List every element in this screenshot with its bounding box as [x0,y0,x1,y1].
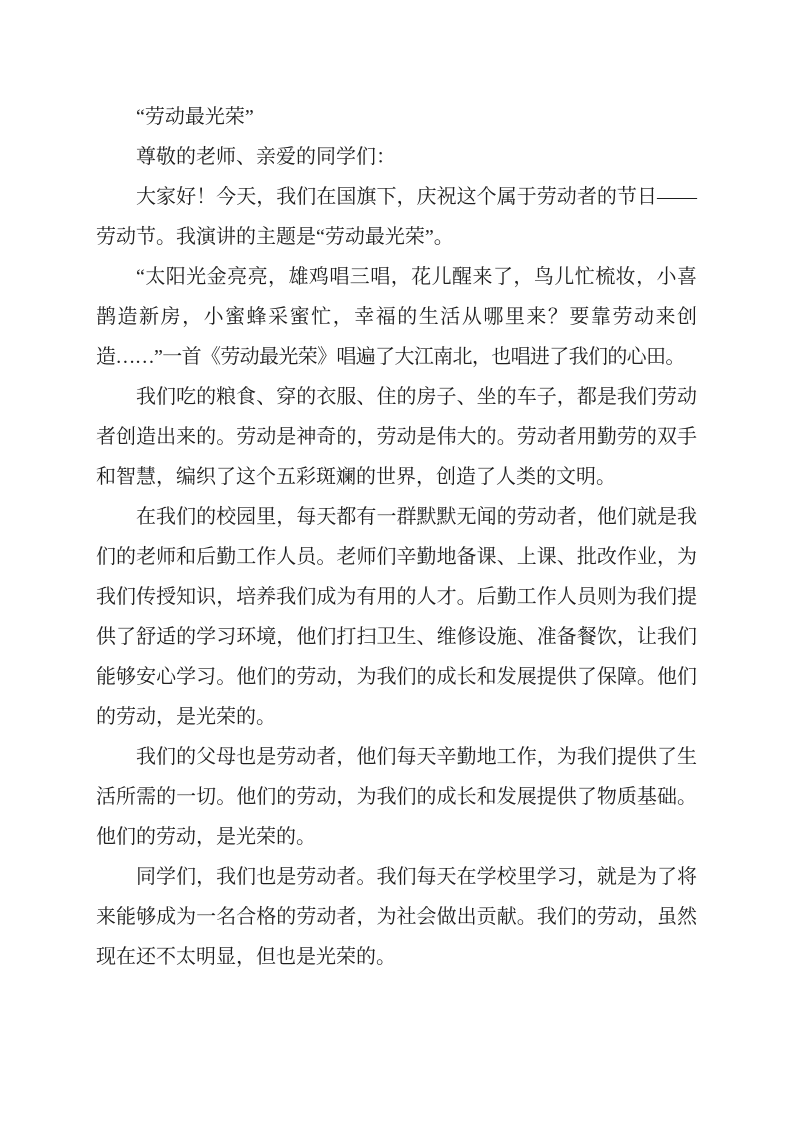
paragraph-title [96,97,697,137]
text-line: 的劳动，是光荣的。 [96,706,276,728]
paragraph-opening [96,177,697,257]
text-line: 劳动节。我演讲的主题是“劳动最光荣”。 [96,226,454,248]
paragraph-labor-creates [96,377,697,497]
text-line: 大家好！今天，我们在国旗下，庆祝这个属于劳动者的节日—— [136,186,697,208]
text-line: 我们吃的粮食、穿的衣服、住的房子、坐的车子，都是我们劳动 [136,386,697,408]
text-line: 我们传授知识，培养我们成为有用的人才。后勤工作人员则为我们提 [96,586,697,608]
text-line: 活所需的一切。他们的劳动，为我们的成长和发展提供了物质基础。 [96,786,697,808]
paragraph-song-quote [96,257,697,377]
text-line: 者创造出来的。劳动是神奇的，劳动是伟大的。劳动者用勤劳的双手 [96,426,697,448]
paragraph-school-laborers [96,497,697,737]
text-line: 尊敬的老师、亲爱的同学们： [136,146,396,168]
text-line: “太阳光金亮亮，雄鸡唱三唱，花儿醒来了，鸟儿忙梳妆，小喜 [136,266,697,288]
text-line: 来能够成为一名合格的劳动者，为社会做出贡献。我们的劳动，虽然 [96,906,697,928]
text-line: “劳动最光荣” [136,106,254,128]
text-line: 造……”一首《劳动最光荣》唱遍了大江南北，也唱进了我们的心田。 [96,346,685,368]
text-line: 他们的劳动，是光荣的。 [96,826,316,848]
text-line: 同学们，我们也是劳动者。我们每天在学校里学习，就是为了将 [136,866,697,888]
text-line: 现在还不太明显，但也是光荣的。 [96,946,396,968]
paragraph-parents [96,737,697,857]
text-line: 能够安心学习。他们的劳动，为我们的成长和发展提供了保障。他们 [96,666,697,688]
text-line: 我们的父母也是劳动者，他们每天辛勤地工作，为我们提供了生 [136,746,697,768]
paragraph-students [96,857,697,977]
text-line: 和智慧，编织了这个五彩斑斓的世界，创造了人类的文明。 [96,466,616,488]
text-line: 鹊造新房，小蜜蜂采蜜忙，幸福的生活从哪里来？要靠劳动来创 [96,306,697,328]
text-line: 在我们的校园里，每天都有一群默默无闻的劳动者，他们就是我 [136,506,697,528]
text-line: 们的老师和后勤工作人员。老师们辛勤地备课、上课、批改作业，为 [96,546,697,568]
text-line: 供了舒适的学习环境，他们打扫卫生、维修设施、准备餐饮，让我们 [96,626,697,648]
document-body [96,97,697,977]
paragraph-greeting [96,137,697,177]
